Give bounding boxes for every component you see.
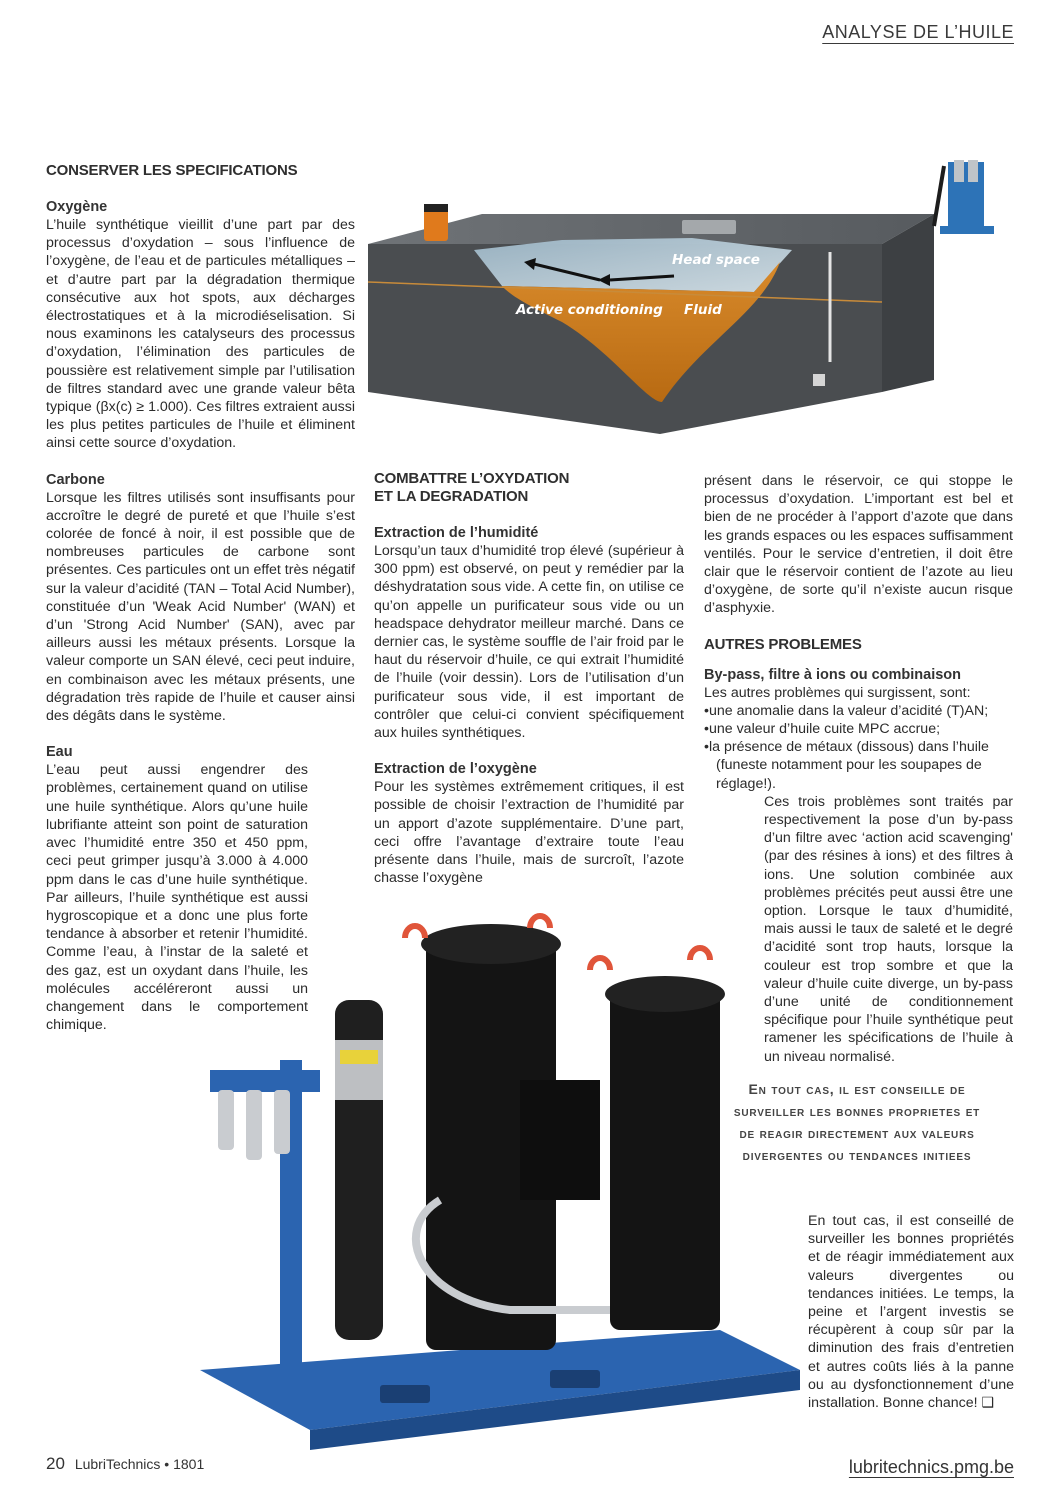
pull-quote (712, 1078, 1002, 1166)
section-label: ANALYSE DE L’HUILE (822, 22, 1014, 42)
paragraph-continuation: présent dans le réservoir, ce qui stoppe le processus d’oxydation. L’important est bel et bien de ne procéder à l’apport d’azote que dans les grands espaces ou les espaces suffisamment ventilés. Pour le service d’entretien, il doit être clair que le réservoir contient de l’azote au lieu d’oxygène, de sorte qu’il n’existe aucun risque d’asphyxie. (704, 473, 1013, 617)
paragraph-bypass: Ces trois problèmes sont traités par respectivement la pose d’un by-pass d’un filtre avec ‘action acid scavenging' (par des résines à ions) et des filtres à ions. Une solution combinée aux problèmes précités peut aussi être une option. Lorsque le taux d’humidité, mais aussi le taux de saleté et le degré d’acidité sont trop hauts, lorsque la couleur est trop sombre et que la valeur d’huile cuite diverge, un by-pass d’une unité de conditionnement spécifique pour l’huile synthétique peut ramener les spécifications de l’huile à un niveau normalisé. (764, 793, 1013, 1065)
oil-conditioning-unit-illustration (190, 900, 810, 1450)
footer-website-link[interactable]: lubritechnics.pmg.be (848, 1457, 1014, 1477)
paragraph-humidite: Lorsqu’un taux d’humidité trop élevé (supérieur à 300 ppm) est observé, on peut y remédier par la déshydratation sous vide. A cette fin, on utilise ce qu’on appelle un purificateur sous vide ou un headspace dehydrator meilleur marché. Dans ce dernier cas, le système souffle de l’air froid par le haut du réservoir d’huile, ce qui extrait l’humidité de l’huile (voir dessin). Lors de l’utilisation d’un purificateur sous vide, il est important de contrôler que celui-ci convient spécifiquement aux huiles synthétiques. (374, 543, 684, 742)
pull-quote-line: de reagir directement aux valeurs (739, 1125, 975, 1141)
pull-quote-line: surveiller les bonnes proprietes et (733, 1103, 981, 1119)
lifting-eye (590, 958, 610, 970)
label-active-conditioning: Active conditioning (516, 302, 663, 318)
column-2 (374, 470, 684, 887)
publication-name: LubriTechnics • 1801 (74, 1456, 205, 1472)
footer-publication (46, 1454, 204, 1474)
heading-combattre-1: COMBATTRE L’OXYDATION (374, 470, 570, 487)
tank-side-face (882, 214, 934, 392)
air-filter (246, 1090, 262, 1160)
paragraph-closing: En tout cas, il est conseillé de surveiller les bonnes propriétés et de réagir immédiatement aux valeurs divergentes ou tendances initiées. Le temps, la peine et l’argent investis se récupèrent à coup sûr par la diminution des frais d’entretien et autres coûts liés à la panne ou au dysfonctionnement d’une installation. Bonne chance! ❑ (808, 1213, 1014, 1412)
paragraph-carbone: Lorsque les filtres utilisés sont insuffisants pour accroître le degré de pureté et que l’huile s’est colorée de foncé à noir, il est possible que de nombreuses particules de carbone sont présentes. Ces particules ont un effet très négatif sur la valeur d’acidité (TAN – Total Acid Number), constituée d’un 'Weak Acid Number' (WAN) et d’un 'Strong Acid Number' (SAN), avec par ailleurs aussi les métaux présents. Lorsque la valeur comporte un SAN élevé, ceci peut induire, en combinaison avec les métaux présents, une dégradation très rapide de l’huile et causer ainsi des dégâts dans le système. (46, 489, 355, 725)
list-item: •une anomalie dans la valeur d’acidité (T)AN; (704, 702, 989, 719)
lifting-eye (690, 948, 710, 960)
heading-combattre-2: ET LA DEGRADATION (374, 488, 529, 505)
paragraph-eau: L’eau peut aussi engendrer des problèmes, certainement quand on utilise une huile synthétique. Alors qu’une huile lubrifiante atteint son point de saturation avec l’humidité entre 350 et 450 ppm, ceci peut grimper jusqu’à 3.000 à 4.000 ppm dans le cas d’une huile synthétique. Par ailleurs, l’huile synthétique est aussi hygroscopique et a donc une plus forte tendance à absorber et retenir l’humidité. Comme l’eau, à l’instar de la saleté et des gaz, est un oxydant dans l’huile, les molécules accéléreront aussi un changement dans le comportement chimique. (46, 762, 308, 1034)
tank-lid (682, 220, 736, 234)
air-filter (274, 1090, 290, 1154)
heading-extraction-oxygene: Extraction de l’oxygène (374, 761, 537, 778)
lifting-eye (530, 916, 550, 928)
heading-oxygene: Oxygène (46, 199, 108, 215)
list-item: •une valeur d’huile cuite MPC accrue; (704, 721, 941, 738)
heading-extraction-humidite: Extraction de l’humidité (374, 525, 539, 541)
heading-conserver: CONSERVER LES SPECIFICATIONS (46, 162, 298, 179)
heading-eau: Eau (46, 744, 73, 761)
lifting-eye (405, 926, 425, 938)
heading-autres-problemes: AUTRES PROBLEMES (704, 635, 862, 653)
paragraph-bypass-intro: Les autres problèmes qui surgissent, sont: (704, 684, 971, 701)
bullet-list (704, 702, 1013, 793)
pull-quote-line: En tout cas, il est conseille de (748, 1081, 966, 1097)
filter-unit-stand (948, 162, 984, 234)
vent-cap (424, 207, 448, 241)
paragraph-oxygene: L’huile synthétique vieillit d’une part par des processus d’oxydation – sous l’influence de l’oxygène, de l’eau et de particules métalliques – et d’autre part par la dégradation thermique consécutive aux hot spots, aux décharges électrostatiques et à la microdiéselisation. Si nous examinons les catalyseurs des processus d’oxydation, l’élimination des particules de poussière est relativement simple par l’utilisation de filtres standard avec une grande valeur bêta typique (βx(c) ≥ 1.000). Ces filtres extraient aussi les plus petites particules de l’huile et éliminent ainsi cette source d’oxydation. (46, 217, 355, 452)
heading-bypass: By-pass, filtre à ions ou combinaison (704, 666, 962, 683)
pull-quote-line: divergentes ou tendances initiees (742, 1147, 972, 1163)
air-filter (218, 1090, 234, 1150)
page-number: 20 (46, 1454, 65, 1473)
label-fluid: Fluid (684, 302, 722, 318)
label-head-space: Head space (672, 252, 760, 268)
tank-headspace-diagram (362, 152, 1028, 452)
heading-carbone: Carbone (46, 471, 105, 488)
filter-housing-small (610, 990, 720, 1330)
paragraph-extraction-oxygene: Pour les systèmes extrêmement critiques, il est possible de choisir l’extraction de l’humidité par un apport d’azote supplémentaire. D’une part, ceci offre l’avantage d’extraire toute l’eau présente dans l’huile, mais de surcroît, l’azote chasse l’oxygène (374, 779, 684, 887)
list-item: •la présence de métaux (dissous) dans l’huile (funeste notamment pour les soupapes de réglage!). (704, 739, 989, 792)
